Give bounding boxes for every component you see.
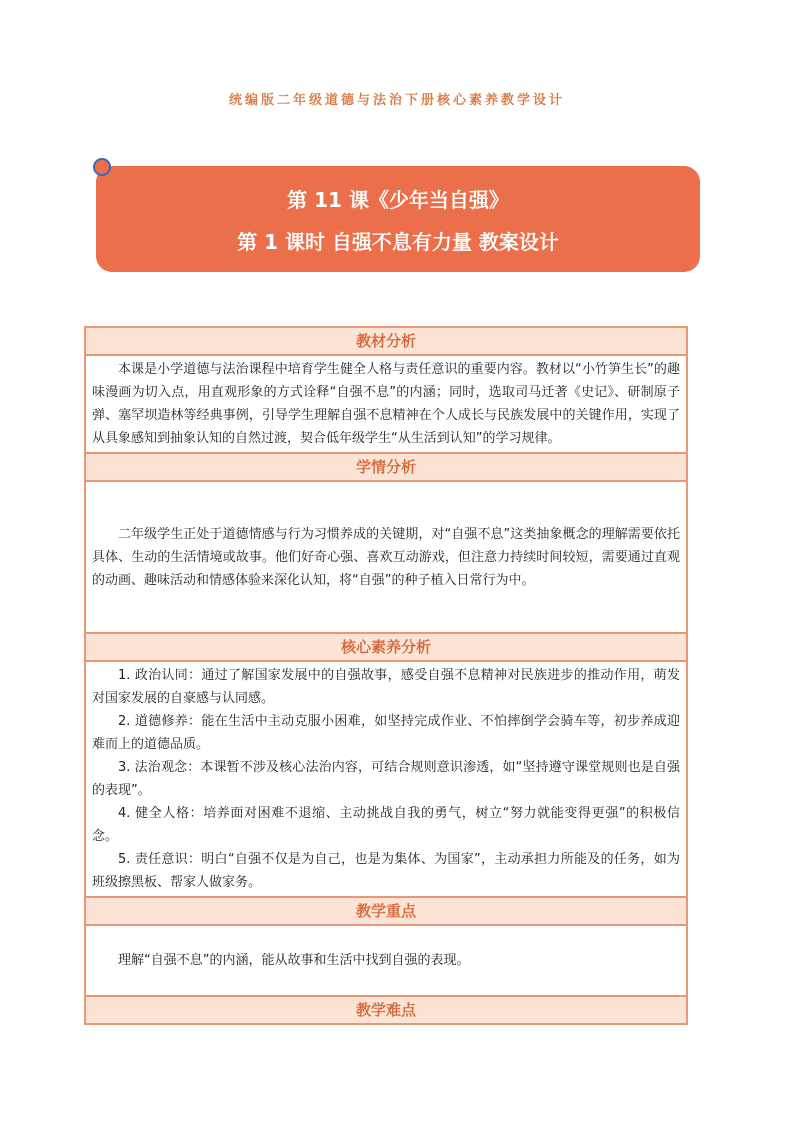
lesson-subtitle: 第 1 课时 自强不息有力量 教案设计 [237,230,559,254]
section-body-key [86,926,686,995]
section-body-core [86,662,686,896]
core-item-political: 1. 政治认同：通过了解国家发展中的自强故事，感受自强不息精神对民族进步的推动作用，萌发对国家发展的自豪感与认同感。 [92,668,680,706]
section-title-textbook: 教材分析 [86,326,686,356]
section-body-textbook [86,356,686,452]
core-item-personality: 4. 健全人格：培养面对困难不退缩、主动挑战自我的勇气，树立“努力就能变得更强”的积极信念。 [92,806,680,844]
section-title-key: 教学重点 [86,896,686,926]
core-item-law: 3. 法治观念：本课暂不涉及核心法治内容，可结合规则意识渗透，如“坚持遵守课堂规则也是自强的表现”。 [92,760,680,798]
decorative-dot-icon [93,158,111,176]
document-header: 统编版二年级道德与法治下册核心素养教学设计 [228,93,565,108]
core-item-moral: 2. 道德修养：能在生活中主动克服小困难，如坚持完成作业、不怕摔倒学会骑车等，初步养成迎难而上的道德品质。 [92,714,680,752]
section-title-learner: 学情分析 [86,452,686,482]
lesson-title: 第 11 课《少年当自强》 [287,188,509,212]
lesson-plan-table [84,326,688,1025]
key-point-text: 理解“自强不息”的内涵，能从故事和生活中找到自强的表现。 [118,953,470,968]
section-title-difficult: 教学难点 [86,995,686,1025]
core-item-responsibility: 5. 责任意识：明白“自强不仅是为自己，也是为集体、为国家”，主动承担力所能及的任务，如为班级擦黑板、帮家人做家务。 [92,852,680,890]
learner-analysis-text: 二年级学生正处于道德情感与行为习惯养成的关键期，对“自强不息”这类抽象概念的理解需要依托具体、生动的生活情境或故事。他们好奇心强、喜欢互动游戏，但注意力持续时间较短，需要通过直观的动画、趣味活动和情感体验来深化认知，将“自强”的种子植入日常行为中。 [92,526,680,588]
section-body-learner [86,482,686,632]
lesson-title-banner [96,166,700,272]
section-title-core: 核心素养分析 [86,632,686,662]
textbook-analysis-text: 本课是小学道德与法治课程中培育学生健全人格与责任意识的重要内容。教材以“小竹笋生长”的趣味漫画为切入点，用直观形象的方式诠释“自强不息”的内涵；同时，选取司马迁著《史记》、研制原子弹、塞罕坝造林等经典事例，引导学生理解自强不息精神在个人成长与民族发展中的关键作用，实现了从具象感知到抽象认知的自然过渡，契合低年级学生“从生活到认知”的学习规律。 [92,362,680,446]
